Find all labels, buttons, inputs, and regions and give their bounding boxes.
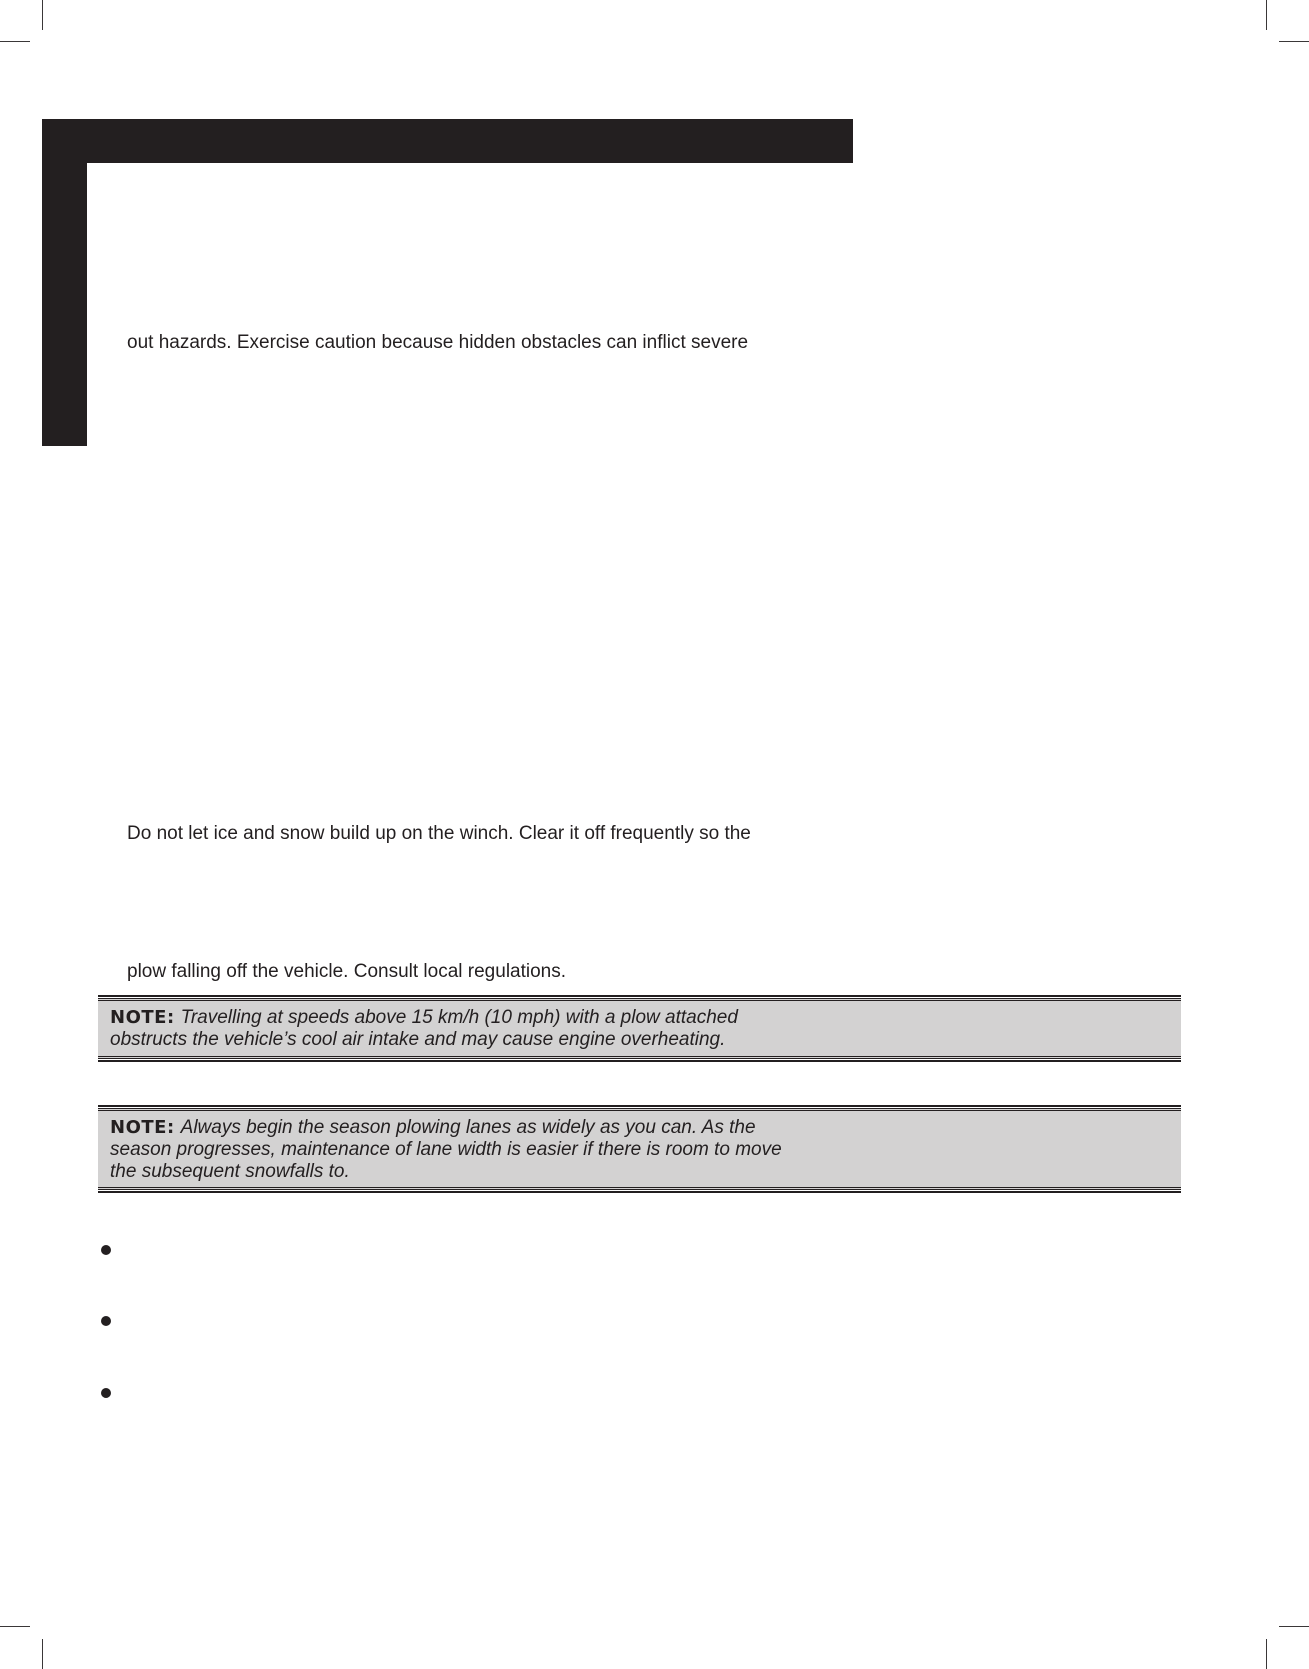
crop-mark	[1279, 1626, 1309, 1627]
crop-mark	[1266, 0, 1267, 30]
note-text	[110, 1007, 1169, 1051]
note-box-lanes	[98, 1108, 1181, 1190]
body-text-plow: plow falling off the vehicle. Consult local regulations.	[127, 961, 567, 982]
crop-mark	[42, 0, 43, 30]
note-line: Always begin the season plowing lanes as widely as you can. As the	[180, 1117, 756, 1138]
bullet-icon	[101, 1316, 111, 1326]
note-line: season progresses, maintenance of lane width is easier if there is room to move	[110, 1139, 782, 1160]
crop-mark	[0, 1626, 30, 1627]
body-text-winch: Do not let ice and snow build up on the winch. Clear it off frequently so the	[127, 823, 751, 844]
crop-mark	[1266, 1639, 1267, 1669]
note-text	[110, 1117, 1169, 1183]
note-box-speed	[98, 998, 1181, 1059]
bullet-icon	[101, 1245, 111, 1255]
crop-mark	[42, 1639, 43, 1669]
section-header-bar	[42, 119, 853, 163]
note-label: NOTE:	[110, 1117, 175, 1138]
note-line: the subsequent snowfalls to.	[110, 1161, 350, 1182]
note-line: obstructs the vehicle’s cool air intake and may cause engine overheating.	[110, 1029, 726, 1050]
crop-mark	[0, 41, 30, 42]
section-side-bar	[42, 119, 87, 446]
note-label: NOTE:	[110, 1007, 175, 1028]
bullet-icon	[101, 1388, 111, 1398]
note-line: Travelling at speeds above 15 km/h (10 mph) with a plow attached	[180, 1007, 738, 1028]
crop-mark	[1279, 41, 1309, 42]
body-text-hazards: out hazards. Exercise caution because hidden obstacles can inflict severe	[127, 332, 749, 353]
